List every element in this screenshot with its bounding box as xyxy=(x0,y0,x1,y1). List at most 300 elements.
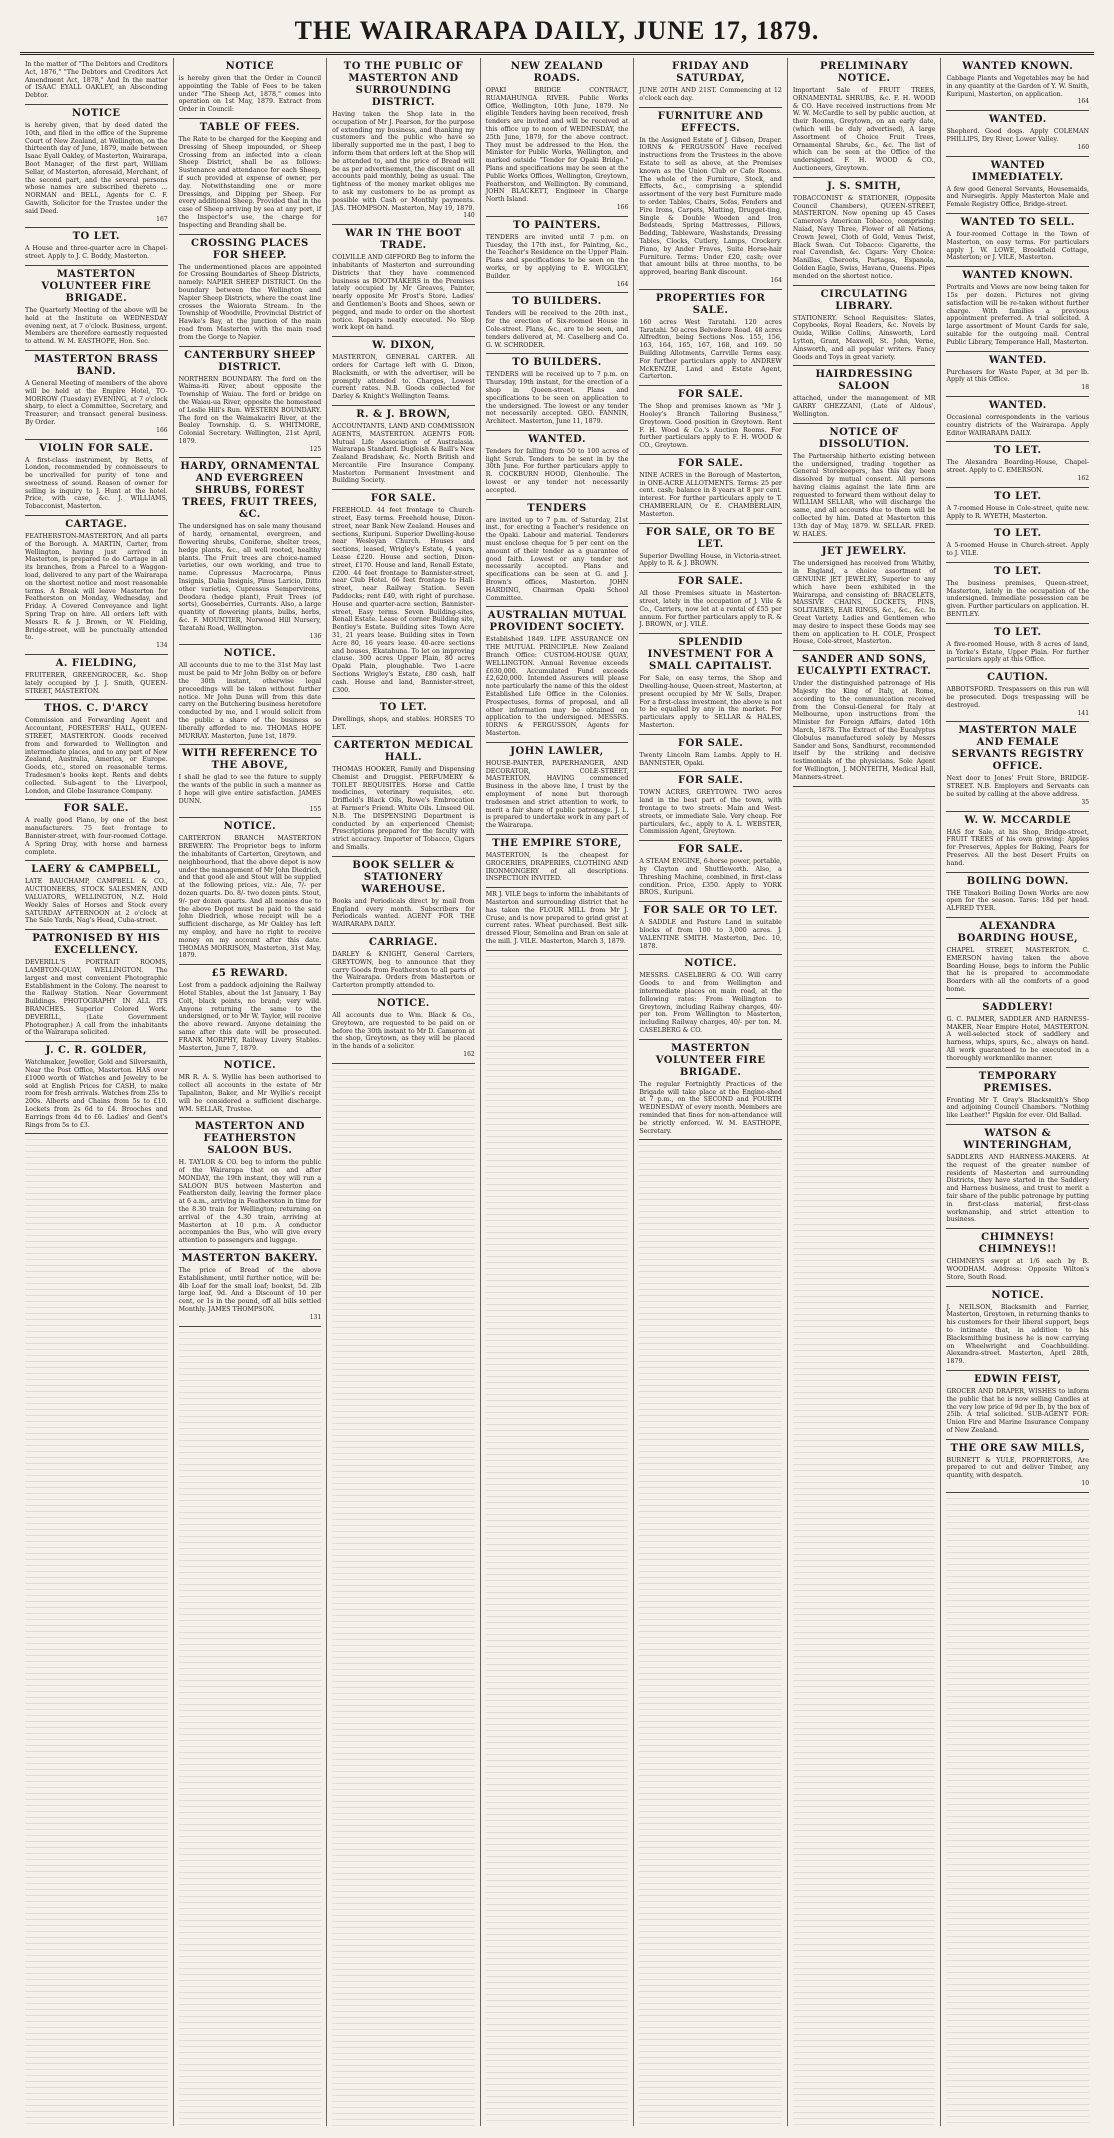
ad-number: 166 xyxy=(616,203,629,211)
advertisement xyxy=(793,286,936,367)
ad-body: LATE BAUCHAMP, CAMPBELL & CO., AUCTIONEERS, STOCK SALESMEN, AND VALUATORS, WELLINGTON, N.Z. Hold Weekly Sales of Horses and Stock every SATURDAY AFTERNOON at 2 o'clock at The Sale Yards, Nag's Head, Cuba-street. xyxy=(25,878,168,925)
ad-heading: TO LET. xyxy=(994,626,1042,638)
advertisement xyxy=(486,743,629,835)
advertisement xyxy=(25,930,168,1042)
advertisement xyxy=(639,455,782,524)
ad-body: The Quarterly Meeting of the above will be held at the Institute on WEDNESDAY evening next, at 7 o'clock. Business, urgent. Members are therefore earnestly requested to attend. W. M. EASTHOPE, Hon. Sec. xyxy=(25,306,168,346)
ad-number: 162 xyxy=(463,1050,475,1058)
ad-number: 164 xyxy=(616,280,629,288)
ad-heading: SADDLERY! xyxy=(982,1001,1054,1013)
advertisement xyxy=(332,406,475,490)
advertisement xyxy=(946,1229,1089,1286)
ad-body: attached, under the management of MR GARRY GHEZZANI, (Late of Aldous', Wellington. xyxy=(792,395,936,418)
ad-heading: VIOLIN FOR SALE. xyxy=(39,442,154,454)
advertisement xyxy=(946,1287,1089,1371)
ad-heading: FOR SALE. xyxy=(677,576,744,588)
advertisement xyxy=(25,105,168,228)
advertisement xyxy=(639,1040,782,1141)
advertisement xyxy=(332,58,475,225)
ad-body: is hereby given that the Order in Council appointing the Table of Fees to be taken under "The Sheep Act, 1878," comes into operation on 1st May, 1879. Extract from Order in Council: xyxy=(178,75,322,114)
ad-body: Under the distinguished patronage of His Majesty the King of Italy, at Rome, according to the communication received from the Consul-General for Italy at Melbourne, upon instructions from the Minister for Foreign Affairs, dated 16th March, 1878. The Extract of the Eucalyptus Globulus manufactured solely by Messrs Sander and Sons, Sandhurst, recommended itself by the striking and decisive testimonials of the physicians. Sole Agent for Wellington, J. MONTEITH, Medical Hall, Manners-street. xyxy=(792,680,936,781)
ad-body: In the Assigned Estate of J. Gibson, Draper. IORNS & FERGUSSON Have received instructions from the Trustees in the above Estate to sell as above, at the Premises known as the Union Club or Cafe Rooms. The whole of the Furniture, Stock, and Effects, &c., comprising a splendid assortment of the very best Furniture made to order. Tables, Chairs, Sofas, Fenders and Fire Irons, Carpets, Matting, Drugget-ting, Single & Double Wooden and Iron Bedsteads, Spring Mattresses, Pillows, Bedding, Tableware, Washstands, Dressing Tables, Clocks, Cutlery, Lamps, Crockery. Piano, by Ander Fraves, Suite Horse-hair Furniture. Terms: Under £20, cash; over that amount bills at three months, to be approved, bearing Bank discount. xyxy=(639,136,782,277)
ad-body: TOBACCONIST & STATIONER, (Opposite Council Chambers), QUEEN-STREET, MASTERTON. Now opening up 45 Cases Cameron's American Tobacco, comprising: Naiad, Navy Three, Flower of all Nations, Crown Jewel, Cloth of Gold, Venus Twist, Black Swan. Cut Tobacco: Cigarette, the real Cavendish, &c. Cigars: Very Choice: Manillas, Cheroots, Partagas, Espanola, Golden Eagle, Swiss, Havana, Queens. Pipes mended on the shortest notice. xyxy=(792,194,936,280)
ad-heading: W. W. MCCARDLE xyxy=(964,814,1072,826)
column-2 xyxy=(174,58,328,2126)
ad-heading: NOTICE. xyxy=(991,1289,1045,1301)
ad-heading: TO LET. xyxy=(994,445,1042,457)
ad-body: GROCER AND DRAPER, WISHES to inform the public that he is now selling Candles at the very low price of 9d per lb, by the box of 25lb. A trial solicited. SUB-AGENT FOR: Union Fire and Marine Insurance Company of New Zealand. xyxy=(946,1387,1090,1434)
ad-number: 10 xyxy=(1081,1480,1090,1488)
ad-heading: TO THE PUBLIC OF MASTERTON AND SURROUNDING DISTRICT. xyxy=(343,61,464,108)
ad-heading: TO BUILDERS. xyxy=(512,357,602,369)
ad-heading: PROPERTIES FOR SALE. xyxy=(655,292,766,316)
ad-body: The regular Fortnightly Practices of the Brigade will take place at the Engine-shed at 7 p.m., on the SECOND and FOURTH WEDNESDAY of every month. Members are reminded that fines for non-attendance will be strictly enforced. W. M. EASTHOPE, Secretary. xyxy=(639,1080,782,1135)
advertisement xyxy=(486,607,629,742)
ad-body: TENDERS will be received up to 7 p.m. on Thursday, 19th instant, for the erection of a shop in Queen-street. Plans and specifications to be seen on application to the undersigned. The lowest or any tender not necessarily accepted. GEO. FANNIN, Architect. Masterton, June 11, 1879. xyxy=(485,371,629,426)
column-filler xyxy=(639,1140,782,2126)
ad-body: The Partnership hitherto existing between the undersigned, trading together as General Storekeepers, has this day been dissolved by mutual consent. All persons having claims against the late firm are requested to forward them without delay to WILLIAM SELLAR, who will discharge the same, and all accounts due to them will be collected by him. Dated at Masterton this 13th day of May, 1879. W. SELLAR. FRED. W. HALES. xyxy=(792,452,936,538)
ad-body: JUNE 20TH AND 21ST. Commencing at 12 o'clock each day. xyxy=(639,87,782,102)
ad-body: MR J. VILE begs to inform the inhabitants of Masterton and surrounding district that he has taken the FLOUR MILL from Mr J. Cruse, and is now prepared to grind grist at current rates. Wheat purchased. Best silk-dressed Flour, Semolina and Bran on sale at the mill. J. VILE. Masterton, March 3, 1879. xyxy=(485,891,629,945)
column-filler xyxy=(332,1064,475,2126)
ad-body: The Alexandra Boarding-House, Chapel-street. Apply to C. EMERSON. xyxy=(946,459,1090,475)
ad-body: HOUSE-PAINTER, PAPERHANGER, AND DECORATOR, COLE-STREET, MASTERTON. HAVING commenced Business in the above line, I trust by the employment of none but thorough tradesmen and strict attention to work, to merit a fair share of public patronage. J. L. is prepared to undertake work in any part of the Wairarapa. xyxy=(485,759,629,830)
ad-heading: WAR IN THE BOOT TRADE. xyxy=(345,228,462,252)
ad-body: A House and three-quarter acre in Chapel-street. Apply to J. C. Boddy, Masterton. xyxy=(25,245,168,261)
advertisement xyxy=(639,386,782,455)
ad-body: COLVILLE AND GIFFORD Beg to inform the inhabitants of Masterton and surrounding Districts that they have commenced business as BOOTMAKERS in the Premises lately occupied by Mr Greaves, Painter, nearly opposite Mr Frost's Store. Ladies' and Gentlemen's Boots and Shoes, sewn or pegged, and made to order on the shortest notice. Repairs neatly executed. No Slop work kept on hand. xyxy=(332,254,475,332)
column-filler xyxy=(486,951,629,2126)
ad-body: ABBOTSFORD. Trespassers on this run will be prosecuted. Dogs trespassing will be destroyed. xyxy=(946,686,1090,709)
advertisement xyxy=(486,354,629,431)
ad-body: The undersigned has received from Whitby, in England, a choice assortment of GENUINE JET JEWELRY, Superior to any which have been exhibited in the Wairarapa, and consisting of: BRACELETS, MASSIVE CHAINS, LOCKETS, PINS, SOLITAIRES, EAR RINGS, &c., &c., &c. In Great Variety. Ladies and Gentlemen who may desire to inspect these Goods may see them on application to H. COLE, Prospect House, Cole-street, Masterton. xyxy=(792,560,936,646)
ad-heading: WANTED. xyxy=(988,114,1047,126)
ad-number: 141 xyxy=(1077,709,1090,717)
ad-body: MR R. A. S. Wyllie has been authorised to collect all accounts in the estate of Mr Tapalinton, Baker, and Mr Wyllie's receipt will be considered a sufficient discharge. WM. SELLAR, Trustee. xyxy=(178,1074,322,1113)
column-6 xyxy=(788,58,942,2126)
ad-body: J. NEILSON, Blacksmith and Farrier, Masterton, Greytown, in returning thanks to his customers for their liberal support, begs to intimate that, in addition to his Blacksmithing business he is now carrying on Wheelwright and Coachbuilding. Alexandra-street. Masterton, April 28th, 1879. xyxy=(946,1303,1090,1366)
column-filler xyxy=(946,1493,1089,2126)
advertisement xyxy=(332,857,475,934)
ad-body: Books and Periodicals direct by mail from England every month. Subscribers for Periodicals wanted. AGENT FOR THE WAIRARAPA DAILY. xyxy=(332,897,475,929)
ad-body: TENDERS are invited until 7 p.m. on Tuesday, the 17th inst., for Painting, &c., the Teacher's Residence on the Upper Plain. Plans and specifications to be seen on the works, or by applying to E. WIGGLEY, Builder. xyxy=(485,233,629,280)
ad-number: 167 xyxy=(156,215,168,223)
advertisement xyxy=(179,965,322,1057)
ad-number: 134 xyxy=(156,642,168,650)
ad-number: 136 xyxy=(309,632,322,640)
advertisement xyxy=(486,835,629,888)
ad-body: Tenders for falling from 50 to 100 acres of light Scrub. Tenders to be sent in by the 30th June. For further particulars apply to R. COCKBURN HOOD, Glenhoulie. The lowest or any tender not necessarily accepted. xyxy=(485,447,629,494)
advertisement xyxy=(486,888,629,951)
advertisement xyxy=(332,225,475,337)
ad-heading: MASTERTON MALE AND FEMALE SERVANTS REGISTRY OFFICE. xyxy=(951,725,1084,773)
ad-heading: PATRONISED BY HIS EXCELLENCY. xyxy=(32,933,161,957)
ad-heading: FOR SALE. xyxy=(677,389,744,401)
advertisement xyxy=(179,1250,322,1327)
ad-heading: WANTED KNOWN. xyxy=(962,270,1074,282)
ad-heading: WANTED. xyxy=(988,399,1047,411)
advertisement xyxy=(25,700,168,800)
advertisement xyxy=(946,1125,1089,1229)
column-filler xyxy=(793,787,936,2126)
ad-body: THOMAS HOOKER, Family and Dispensing Chemist and Druggist. PERFUMERY & TOILET REQUISITES. Horse and Cattle medicines, veterinary requisites, etc. Driffield's Black Oils, Rowe's Embrocation at Farmer's Friend. White Oils. Linseed Oil. N.B. The DISPENSING Department is conducted by an experienced Chemist; Prescriptions prepared for the faculty with strict accuracy. Importer of Tobacco, Cigars and Smalls. xyxy=(332,766,475,851)
masthead-title: THE WAIRARAPA DAILY, JUNE 17, 1879. xyxy=(294,16,820,45)
ad-heading: FOR SALE. xyxy=(677,457,744,469)
ad-body: NORTHERN BOUNDARY. The ford on the Waima-iti River, about opposite the Township of Waiau. The ford or bridge on the Waiau-ua River, opposite the homestead of Leslie Hill's Run. WESTERN BOUNDARY. The ford on the Waimakariri River, at the Bealey Township. G. S. WHITMORE, Colonial Secretary. Wellington, 21st April, 1879. xyxy=(178,375,322,445)
advertisement xyxy=(332,337,475,406)
advertisement xyxy=(179,119,322,235)
ad-heading: NOTICE. xyxy=(684,958,737,970)
ad-heading: £5 REWARD. xyxy=(211,968,289,980)
ad-heading: THE ORE SAW MILLS, xyxy=(950,1442,1085,1454)
ad-body: G. C. PALMER, SADDLER AND HARNESS-MAKER, Near Empire Hotel, MASTERTON. A well-selected stock of saddlery and harness, whips, spurs, &c., always on hand. All work guaranteed to be executed in a thoroughly workmanlike manner. xyxy=(946,1015,1090,1062)
ad-body: Occasional correspondents in the various country districts of the Wairarapa. Apply Editor WAIRARAPA DAILY. xyxy=(946,413,1090,437)
ad-body: All those Premises situate in Masterton-street, lately in the occupation of J. Vile & Co., Carriers, now let at a rental of £55 per annum. For further particulars apply to R. & J. BROWN, or J. VILE. xyxy=(639,590,782,629)
ad-heading: WATSON & WINTERINGHAM, xyxy=(963,1127,1073,1151)
ad-heading: JOHN LAWLER, xyxy=(510,745,604,757)
ad-body: FRUITERER, GREENGROCER, &c. Shop lately occupied by J. J. Smith, QUEEN-STREET, MASTERTON. xyxy=(25,672,168,695)
ad-heading: CARTERTON MEDICAL HALL. xyxy=(333,740,473,763)
ad-heading: SANDER AND SONS, EUCALYPTI EXTRACT. xyxy=(797,654,932,678)
ad-body: Having taken the Shop late in the occupation of Mr J. Pearson, for the purpose of extending my business, and thanking my customers and the public who have so liberally supported me in the past, I beg to inform them that orders left at the Shop will be attended to, and the price of Bread will be as per advertisement, the discount on all accounts paid monthly, being as usual. The tightness of the money market obliges me to ask my customers to be as prompt as possible with Cash or Monthly payments. JAS. THOMPSON. Masterton, May 19, 1879. xyxy=(332,111,475,212)
ad-body: MASTERTON, Is the cheapest for GROCERIES, DRAPERIES, CLOTHING AND IRONMONGERY of all descriptions. INSPECTION INVITED. xyxy=(485,851,629,883)
advertisement xyxy=(946,1440,1089,1493)
advertisement xyxy=(179,645,322,745)
ad-heading: PRELIMINARY NOTICE. xyxy=(819,61,909,84)
ad-body: OPAKI BRIDGE CONTRACT, RUAMAHUNGA RIVER. Public Works Office, Wellington, 10th June, 1879. No eligible Tenders having been received, fresh tenders are invited and will be received at this office up to noon of WEDNESDAY, the 25th June, 1879, for the above contract. They must be addressed to the Hon. the Minister for Public Works, Wellington, and marked outside "Tender for Opaki Bridge." Plans and specifications may be seen at the Public Works Offices, Wellington, Greytown, Featherston, and Wellington. By command, JOHN BLACKETT, Engineer in Charge North Island. xyxy=(485,87,629,204)
ad-body: 160 acres West Taratahi. 120 acres Taratahi. 50 acres Belvedere Road. 48 acres Alfredton, being Sections Nos. 155, 156, 163, 164, 165, 167, 168, and 169. 50 Building Allotments, Carrville Terms easy. For further particulars apply to ANDREW McKENZIE, Land and Estate Agent, Carterton. xyxy=(639,318,782,381)
ad-heading: J. S. SMITH, xyxy=(827,180,902,192)
ad-heading: WANTED. xyxy=(528,433,586,445)
advertisement xyxy=(639,634,782,735)
ad-heading: TO LET. xyxy=(72,231,120,243)
ad-body: A five-roomed House, with 8 acres of land, in Yorke's Estate, Upper Plain. For further particulars apply at this Office. xyxy=(946,640,1090,664)
ad-body: Shepherd. Good dogs. Apply COLEMAN PHILLIPS, Dry River, Lower Valley. xyxy=(946,128,1090,143)
advertisement xyxy=(179,347,322,459)
ad-number: 35 xyxy=(1081,798,1090,806)
column-filler xyxy=(179,1327,322,2126)
advertisement xyxy=(639,108,782,290)
ad-heading: NOTICE. xyxy=(223,821,277,833)
ad-heading: W. DIXON, xyxy=(372,340,435,352)
advertisement xyxy=(946,1371,1089,1440)
advertisement xyxy=(486,293,629,354)
advertisement xyxy=(946,563,1089,624)
ad-heading: SPLENDID INVESTMENT FOR A SMALL CAPITALIST. xyxy=(647,637,774,673)
ad-body: HAS for Sale, at his Shop, Bridge-street, FRUIT TREES of his own growing: Apples for Preserves, Apples for Baking, Pears for Preserves. All the best Desert Fruits on hand. xyxy=(946,828,1090,867)
ad-heading: TO LET. xyxy=(994,490,1042,502)
ad-body: In the matter of "The Debtors and Creditors Act, 1876," "The Debtors and Creditors Act Amendment Act, 1878," And In the matter of ISAAC EYALL OAKLEY, an Absconding Debtor. xyxy=(25,61,168,100)
advertisement xyxy=(946,999,1089,1068)
columns-container xyxy=(20,58,1094,2126)
ad-body: Portraits and Views are now being taken for 15s per dozen. Pictures not giving satisfaction will be re-taken without further charge. With families a previous appointment preferred. A trial solicited. A large assortment of Mount Cards for sale, suitable for the outgoing mail. Central Public Library, Temperance Hall, Masterton. xyxy=(946,284,1090,346)
ad-heading: A. FIELDING, xyxy=(55,658,137,670)
ad-heading: CANTERBURY SHEEP DISTRICT. xyxy=(184,349,316,373)
ad-body: Tenders will be received to the 20th inst., for the erection of Six-roomed House in Cole-street. Plans, &c., are to be seen, and tenders delivered at, M. Caselberg and Co. G. W. SCHRODER. xyxy=(485,310,629,349)
advertisement xyxy=(946,397,1089,442)
ad-number: 125 xyxy=(309,445,322,453)
advertisement xyxy=(179,1118,322,1250)
advertisement xyxy=(486,500,629,608)
ad-heading: TEMPORARY PREMISES. xyxy=(978,1070,1057,1094)
ad-heading: CARTAGE. xyxy=(65,519,128,531)
ad-body: MESSRS. CASELBERG & CO. Will carry Goods to and from Wellington and intermediate places on main road, at the following rates: From Wellington to Greytown, including Railway charges, 40/- per ton. From Wellington to Masterton, including Railway charges, 40/- per ton. M. CASELBERG & CO. xyxy=(639,972,782,1034)
ad-heading: CAUTION. xyxy=(987,672,1049,684)
ad-body: FREEHOLD. 44 feet frontage to Church-street, Easy terms. Freehold house, Dixon-street, near Bank New Zealand. Houses and sections, Kuripuni. Superior Dwelling-house near Wesleyan Church. Houses and sections, leased, Wrigley's Estate, 4 years, Lease £220. House and section, Dixon-street, £170. House and land, Renall Estate, £200. 44 feet frontage to Bannister-street, near Club Hotel. 66 feet frontage to Hall-street, near Railway Station. Seven Paddocks; rent £40, with right of purchase. House and quarter-acre section, Bannister-street, Easy terms. Seven Building-sites, Renall Estate. Lease of corner Building site, Bentley's Estate. Building sites Town Acre 31, 21 years lease. Building sites in Town Acre 80, 16 years lease. 40-acre sections and houses, Ekatahuna. To let on improving clause. 300 acres Upper Plain, 80 acres Opaki Plain, ploughable. Two 1-acre Sections Wrigley's Estate, £80 cash, half cash. House and land, Bannister-street, £300. xyxy=(332,507,475,694)
ad-number: 164 xyxy=(1077,98,1090,106)
ad-heading: MASTERTON VOLUNTEER FIRE BRIGADE. xyxy=(41,268,152,304)
column-7 xyxy=(941,58,1094,2126)
ad-body: ACCOUNTANTS, LAND AND COMMISSION AGENTS, MASTERTON. AGENTS FOR: Mutual Life Association of Australasia. Wairarapa Standard. Dugleish & Baill's New Zealand Bradshaw, &c. North British and Mercantile Fire Insurance Company. Masterton Permanent Investment and Building Society. xyxy=(332,422,475,485)
advertisement xyxy=(179,745,322,818)
advertisement xyxy=(332,737,475,857)
ad-body: Important Sale of FRUIT TREES, ORNAMENTAL SHRUBS, &c. F. H. WOOD & CO. Have received instructions from Mr W. W. McCardle to sell by public auction, at their Rooms, Greytown, on an early date, (which will be duly advertised), A large Assortment of Choice Fruit Trees, Ornamental Shrubs, &c., &c. The list of which can be seen at the Office of the undersigned. F. H. WOOD & CO., Auctioneers, Greytown. xyxy=(792,87,936,172)
ad-heading: HARDY, ORNAMENTAL AND EVERGREEN SHRUBS, FOREST TREES, FRUIT TREES, &C. xyxy=(180,461,320,521)
advertisement xyxy=(793,543,936,651)
ad-number: 131 xyxy=(309,1313,322,1321)
advertisement xyxy=(946,812,1089,873)
ad-heading: NOTICE. xyxy=(223,1060,277,1072)
advertisement xyxy=(25,655,168,700)
ad-body: BURNETT & YULE, PROPRIETORS, Are prepared to cut and deliver Timber, any quantity, with despatch. xyxy=(946,1456,1090,1480)
ad-heading: NOTICE. xyxy=(223,648,277,660)
advertisement xyxy=(793,178,936,286)
ad-body: FEATHERSTON-MASTERTON, And all parts of the Borough. A. MARTIN, Carter, from Wellington, having just arrived in Masterton, is prepared to do Cartage in all its branches, from a Parcel to a Waggon-load, delivered to any part of the Wairarapa on the shortest notice and most reasonable terms. A Break will leave Masterton for Featherston on Monday, Wednesday, and Friday. A Covered Conveyance and light Spring Trap on hire. All orders left with Messrs R. & J. Brown, or W. Fielding, Bridge-street, will be punctually attended to. xyxy=(25,533,168,642)
advertisement xyxy=(639,573,782,634)
ad-body: THE Tinakori Boiling Down Works are now open for the season. Tares: 18d per head. ALFRED TYER. xyxy=(946,889,1090,913)
ad-number: 166 xyxy=(156,426,168,434)
ad-heading: FRIDAY AND SATURDAY, xyxy=(671,61,750,84)
ad-body: Commission and Forwarding Agent and Accountant, FORESTERS' HALL, QUEEN-STREET, MASTERTON. Goods received from and forwarded to Wellington and intermediate places, and to any part of New Zealand, Australia, America, or Europe. Goods, etc., stored on reasonable terms. Tradesmen's books kept. Rents and debts collected. Sub-agent to the Liverpool, London, and Globe Insurance Company. xyxy=(25,717,168,795)
advertisement xyxy=(946,352,1089,397)
ad-body: The Rate to be charged for the Keeping and Dressing of Sheep impounded, or Sheep Crossing from an infected into a clean Sheep District, shall be as follows: Sustenance and attendance for each Sheep, if such provided at expense of owner, per day. Notwithstanding one or more Dressings, and Dipping per Sheep. For every additional Sheep. Provided that in the case of Sheep arriving by sea at any port, if the Inspector's use, the charge for Inspecting and Branding shall be. xyxy=(178,135,322,229)
ad-heading: TO LET. xyxy=(994,565,1042,577)
ad-heading: CARRIAGE. xyxy=(368,936,438,948)
column-1 xyxy=(20,58,174,2126)
advertisement xyxy=(25,228,168,266)
advertisement xyxy=(25,351,168,440)
advertisement xyxy=(639,772,782,841)
ad-body: I shall be glad to see the future to supply the wants of the public in such a manner as I hope will give entire satisfaction. JAMES DUNN. xyxy=(178,774,322,805)
ad-body: STATIONERY. School Requisites: Slates, Copybooks, Royal Readers, &c. Novels by Ouida, Wilkie Collins, Ainsworth, Lord Lytton, Grant, Maxwell, St. John, Verne, Ainsworth, and all popular writers. Fancy Goods and Toys in great variety. xyxy=(792,314,936,361)
ad-body: The price of Bread of the above Establishment, until further notice, will be: 4lb Loaf for the small loaf; bookst, 5d. 2lb large loaf, 9d. And a Discount of 10 per cent, or 1s in the pound, off all bills settled Monthly. JAMES THOMPSON. xyxy=(178,1267,322,1314)
advertisement xyxy=(793,424,936,544)
advertisement xyxy=(25,266,168,351)
advertisement xyxy=(486,431,629,500)
ad-heading: BOILING DOWN. xyxy=(966,875,1069,887)
ad-body: Twenty Lincoln Ram Lambs. Apply to H. BANNISTER, Opaki. xyxy=(639,751,782,767)
advertisement xyxy=(946,157,1089,214)
advertisement xyxy=(946,624,1089,669)
ad-body: CHAPEL STREET, MASTERTON. C. EMERSON having taken the above Boarding House, begs to inform the Public that he is prepared to accommodate Boarders with all the comforts of a good home. xyxy=(946,947,1090,993)
ad-heading: AUSTRALIAN MUTUAL PROVIDENT SOCIETY. xyxy=(487,610,627,634)
ad-body: A really good Piano, by one of the best manufacturers. 75 feet frontage to Bannister-street, with four-roomed Cottage. A Spring Dray, with horse and harness complete. xyxy=(25,817,168,856)
ad-body: All accounts due to me to the 31st May last must be paid to Mr John Bolby on or before the 30th instant, otherwise legal proceedings will be taken without further notice. Mr John Dunn will from this date carry on the Butchering business heretofore conducted by me, and I would solicit from the public a share of the business so liberally afforded to me. THOMAS HOPE MURRAY. Masterton, June 1st, 1879. xyxy=(178,662,322,740)
advertisement xyxy=(639,841,782,902)
ad-heading: THOS. C. D'ARCY xyxy=(44,703,149,715)
ad-heading: FOR SALE. xyxy=(677,844,744,856)
ad-body: CARTERTON BRANCH MASTERTON BREWERY. The Proprietor begs to inform the inhabitants of Carterton, Greytown, and neighbourhood, that the above depot is now under the management of Mr John Diedrich, and that good ale and Stout will be supplied at the following prices, viz.: Ale, 7/- per dozen quarts. Do. 8/- two dozen pints. Stout, 9/- per dozen quarts. And all monies due to the above Depot must be paid to the said John Diedrich, whose receipt will be a sufficient discharge, as Mr Oakley has left my employ, and have no right to receive money on my account after this date. THOMAS MORRISON, Masterton, 31st May, 1879. xyxy=(178,835,322,960)
advertisement xyxy=(946,267,1089,351)
column-4 xyxy=(481,58,635,2126)
ad-body: A first-class instrument, by Betts, of London, recommended by connoisseurs to be uncrivalled for purity of tone and sweetness of sound. Reason of owner for selling is inquiry to J. Hunt at the hotel. Price, with case, &c. J. WILLIAMS, Tobacconist, Masterton. xyxy=(25,456,168,511)
ad-heading: NOTICE. xyxy=(377,997,430,1009)
ad-heading: TO LET. xyxy=(379,702,428,714)
ad-heading: R. & J. BROWN, xyxy=(356,408,451,420)
ad-heading: FOR SALE. xyxy=(677,737,744,749)
ad-body: H. TAYLOR & CO. beg to inform the public of the Wairarapa that on and after MONDAY, the 19th instant, they will run a SALOON BUS between Masterton and Featherston daily, leaving the former place at 6 a.m., arriving in Featherston in time for the 8.30 train for Wellington; returning on arrival of the 4.30 train, arriving at Masterton at 10 p.m. A conductor accompanies the Bus, who will give every attention to passengers and luggage. xyxy=(178,1159,322,1245)
ad-heading: EDWIN FEIST, xyxy=(974,1373,1062,1385)
ad-heading: MASTERTON AND FEATHERSTON SALOON BUS. xyxy=(194,1121,305,1157)
ad-body: NINE ACRES in the Borough of Masterton, in ONE-ACRE ALLOTMENTS. Terms: 25 per cent. cash; balance in 8 years at 8 per cent. interest. For further particulars apply to T. CHAMBERLAIN, Or E. CHAMBERLAIN, Masterton. xyxy=(639,471,782,518)
ad-body: Fronting Mr T. Gray's Blacksmith's Shop and adjoining Council Chambers. "Nothing like Leather!" Pigskin for ever. Old Ballad. xyxy=(946,1096,1090,1120)
ad-heading: WANTED. xyxy=(988,354,1047,366)
ad-heading: WITH REFERENCE TO THE ABOVE, xyxy=(182,748,318,772)
ad-heading: NEW ZEALAND ROADS. xyxy=(510,61,604,84)
ad-heading: TENDERS xyxy=(527,502,587,514)
ad-heading: CHIMNEYS! CHIMNEYS!! xyxy=(978,1232,1057,1256)
advertisement xyxy=(179,818,322,965)
ad-heading: WANTED IMMEDIATELY. xyxy=(971,159,1064,183)
ad-body: Lost from a paddock adjoining the Railway Hotel Stables, about the 1st January, 1 Bay Colt, black points, no brand; very wild. Anyone returning the same to the undersigned, or to Mr W. Taylor, will receive the above reward. Anyone detaining the same after this date will be prosecuted. FRANK MORPHY, Railway Livery Stables. Masterton, June 7, 1879. xyxy=(178,982,322,1052)
ad-heading: ALEXANDRA BOARDING HOUSE, xyxy=(957,921,1079,945)
advertisement xyxy=(639,58,782,108)
ad-body: A General Meeting of members of the above will be held at the Empire Hotel, TO-MORROW (Tuesday) EVENING, at 7 o'clock sharp, to elect a Committee, Secretary, and Treasurer; and transact general business. By Order. xyxy=(25,379,168,426)
advertisement xyxy=(639,524,782,574)
ad-body: SADDLERS AND HARNESS-MAKERS. At the request of the greater number of residents of Masterton and surrounding Districts, they have started in the Saddlery and Harness business, and trust to merit a fair share of the public patronage by putting in first-class material, first-class workmanship, and strict attention to business. xyxy=(946,1153,1090,1224)
ad-heading: MASTERTON BRASS BAND. xyxy=(34,353,159,377)
ad-heading: TO LET. xyxy=(994,528,1042,540)
advertisement xyxy=(946,214,1089,267)
ad-body: CHIMNEYS swept at 1/6 each by B. WOODHAM. Address: Opposite Wilton's Store, South Road. xyxy=(946,1258,1090,1281)
ad-heading: JET JEWELRY. xyxy=(821,546,907,558)
advertisement xyxy=(793,651,936,786)
ad-heading: CROSSING PLACES FOR SHEEP. xyxy=(191,237,309,261)
advertisement xyxy=(25,58,168,105)
ad-number: 18 xyxy=(1081,384,1090,392)
ad-body: For Sale, on easy terms, the Shop and Dwelling-house, Queen-street, Masterton, at present occupied by Mr W. Sells, Draper. For a first-class investment, the above is not to be equalled by any in the market. For particulars apply to SELLAR & HALES, Masterton. xyxy=(639,675,782,730)
ad-heading: FOR SALE. xyxy=(63,803,129,815)
ad-body: The undersigned has on sale many thousand of hardy, ornamental, evergreen, and flowering shrubs, Coniferae, shelter trees, hedge plants, &c., all well rooted, healthy plants. The Fruit trees are choice-named varieties, our own working, and true to name. Cupressus Macrocarpa, Pinus Insignis, Dalia Insignis, Pinus Laricio, Ditto other varieties, Cupressus Sempervirens, Deodara (hedge plant), Fruit Trees (of sorts), Gooseberries, Currants. Also, a large quantity of flowering plants, bulbs, herbs, &c. F. MOUNTIER, Norwood Hill Nursery, Taratahi Road, Wellington. xyxy=(178,523,322,632)
ad-body: are invited up to 7 p.m. of Saturday, 21st inst., for erecting a Teacher's residence on the Opaki. Labour and material. Tenderers must enclose cheque for 5 per cent on the amount of their tender as a guarantee of good faith. Lowest or any tender not necessarily accepted. Plans and specifications can be seen at G. and J. Brown's offices, Masterton. JOHN HARDING, Chairman Opaki School Committee. xyxy=(485,516,629,602)
ad-heading: J. C. R. GOLDER, xyxy=(45,1045,147,1057)
advertisement xyxy=(25,1042,168,1134)
ad-heading: TO BUILDERS. xyxy=(512,296,602,308)
ad-body: A STEAM ENGINE, 6-horse power, portable, by Clayton and Shuttleworth. Also, a Threshing Machine, combined, in first-class condition. Price, £350. Apply to YORK BROS., Kuripuni. xyxy=(639,858,782,897)
column-3 xyxy=(327,58,481,2126)
advertisement xyxy=(332,490,475,699)
advertisement xyxy=(639,902,782,955)
advertisement xyxy=(179,1057,322,1118)
ad-heading: THE EMPIRE STORE, xyxy=(492,837,622,849)
ad-number: 162 xyxy=(1077,474,1090,482)
advertisement xyxy=(946,873,1089,918)
advertisement xyxy=(946,722,1089,811)
ad-body: All accounts due to Wm. Black & Co., Greytown, are requested to be paid on or before the 30th instant to Mr D. Cameron at the shop, Greytown, as they will be placed in the hands of a solicitor. xyxy=(332,1011,475,1051)
ad-heading: NOTICE OF DISSOLUTION. xyxy=(819,426,910,450)
column-5 xyxy=(634,58,788,2126)
ad-heading: FOR SALE. xyxy=(370,493,437,505)
ad-heading: BOOK SELLER & STATIONERY WAREHOUSE. xyxy=(352,859,455,895)
ad-heading: WANTED KNOWN. xyxy=(962,61,1074,72)
ad-heading: FURNITURE AND EFFECTS. xyxy=(657,110,764,134)
advertisement xyxy=(179,235,322,347)
ad-body: A 5-roomed House in Church-street. Apply to J. VILE. xyxy=(946,542,1090,558)
ad-body: The undermentioned places are appointed for Crossing Boundaries of Sheep Districts, namely: NAPIER SHEEP DISTRICT. On the boundary between the Wellington and Napier Sheep Districts, where the coast line crosses the Waiorata Stream. In the Township of Woodville, Provincial District of Hawke's Bay, at the junction of the main road from Masterton with the main road from the Gorge to Napier. xyxy=(178,263,322,341)
ad-body: TOWN ACRES, GREYTOWN. TWO acres land in the best part of the town, with frontage to two streets: Main and West-streets, or immediate Sale. Very cheap. For particulars, &c., apply to A. L. WEBSTER, Commission Agent, Greytown. xyxy=(639,789,782,836)
advertisement xyxy=(179,58,322,119)
advertisement xyxy=(793,58,936,178)
advertisement xyxy=(179,458,322,645)
ad-heading: TO PAINTERS. xyxy=(513,219,601,231)
advertisement xyxy=(332,995,475,1064)
advertisement xyxy=(332,934,475,995)
ad-heading: CIRCULATING LIBRARY. xyxy=(820,288,908,312)
advertisement xyxy=(25,861,168,930)
ad-heading: HAIRDRESSING SALOON xyxy=(815,369,913,393)
advertisement xyxy=(25,516,168,655)
advertisement xyxy=(946,1068,1089,1125)
advertisement xyxy=(639,735,782,773)
ad-body: DEVERILL'S PORTRAIT ROOMS, LAMBTON-QUAY, WELLINGTON. The largest and most convenient Photographic Establishment in the Colony. The nearest to the Railway Station. Near Government Buildings. PHOTOGRAPHY IN ALL ITS BRANCHES. Superior Colored Work. DEVERILL, (Late Government Photographer.) A call from the inhabitants of the Wairarapa solicited. xyxy=(25,959,168,1037)
advertisement xyxy=(946,525,1089,563)
ad-body: MASTERTON, GENERAL CARTER. All orders for Cartage left with G. Dixon, Blacksmith, or with the advertiser, will be promptly attended to. Charges, Lowest current rates. N.B. Goods collected for Darley & Knight's Wellington Teams. xyxy=(332,354,475,401)
advertisement xyxy=(25,440,168,517)
ad-body: Cabbage Plants and Vegetables may be had in any quantity at the Garden of Y. W. Smith, Kuripuni, Masterton, on application. xyxy=(946,75,1090,98)
ad-number: 160 xyxy=(1077,143,1090,151)
ad-heading: NOTICE xyxy=(225,61,275,72)
ad-body: The Shop and premises known as "Mr J. Hooley's Branch Tailoring Business," Greytown. Good position in Greytown. Rent F. H. Wood & Co.'s Auction Rooms. For further particulars apply to F. H. WOOD & CO., Greytown. xyxy=(639,403,782,450)
advertisement xyxy=(793,366,936,423)
ad-body: is hereby given, that by deed dated the 10th, and filed in the office of the Supreme Court of New Zealand, at Wellington, on the thirteenth day of June, 1879, made between Isaac Eyall Oakley, of Masterton, Wairarapa, Boot Manager, of the first part, William Sellar, of Masterton, aforesaid, Merchant, of the second part, and the several persons whose names are subscribed thereto ... NORMAN and BELL, Agents for C. F. Gawith, Solicitor for the Trustee under the said Deed. xyxy=(25,121,168,215)
advertisement xyxy=(946,918,1089,999)
ad-number: 140 xyxy=(463,212,475,220)
ad-body: Next door to Jones' Fruit Store, BRIDGE-STREET. N.B. Employers and Servants can be suited by calling at the above address. xyxy=(946,775,1090,799)
ad-heading: FOR SALE OR TO LET. xyxy=(643,905,778,917)
advertisement xyxy=(639,955,782,1039)
masthead xyxy=(20,16,1094,55)
ad-body: A few good General Servants, Housemaids, and Nursegirls. Apply Masterton Male and Female Registry Office, Bridge-street. xyxy=(946,185,1090,209)
ad-heading: MASTERTON BAKERY. xyxy=(181,1253,319,1265)
ad-heading: MASTERTON VOLUNTEER FIRE BRIGADE. xyxy=(655,1042,766,1078)
advertisement xyxy=(946,111,1089,156)
ad-body: Superior Dwelling House, in Victoria-street. Apply to R. & J. BROWN. xyxy=(639,552,782,568)
ad-heading: FOR SALE, OR TO BE LET. xyxy=(645,526,776,550)
ad-heading: NOTICE xyxy=(72,107,121,119)
advertisement xyxy=(25,800,168,861)
column-filler xyxy=(25,1134,168,2126)
advertisement xyxy=(486,217,629,294)
advertisement xyxy=(946,669,1089,722)
ad-body: DARLEY & KNIGHT, General Carriers, GREYTOWN, beg to announce that they carry Goods from Featherston to all parts of the Wairarapa. Orders from Masterton or Carterton promptly attended to. xyxy=(332,950,475,990)
ad-heading: LAERY & CAMPBELL, xyxy=(31,864,162,876)
ad-body: The business premises, Queen-street, Masterton, lately in the occupation of the undersigned. Immediate possession can be given. Further particulars on application. H. BENTLEY. xyxy=(946,579,1090,619)
advertisement xyxy=(486,58,629,217)
advertisement xyxy=(946,488,1089,526)
ad-number: 155 xyxy=(309,805,322,813)
ad-body: Established 1849. LIFE ASSURANCE ON THE MUTUAL PRINCIPLE. New Zealand Branch Office: CUSTOM-HOUSE QUAY, WELLINGTON. Annual Revenue exceeds £630,000. Accumulated Fund exceeds £2,620,000. Intended Assurers will please note particularly the name of this the oldest Established Life Office in the Colonies. Prospectuses, forms of proposal, and all other information may be obtained on application to the undersigned. MESSRS. IORNS & FERGUSSON, Agents for Masterton. xyxy=(485,636,629,737)
advertisement xyxy=(332,699,475,737)
ad-body: Purchasers for Waste Paper, at 3d per lb. Apply at this Office. xyxy=(946,368,1090,384)
advertisement xyxy=(946,442,1089,487)
advertisement xyxy=(946,58,1089,111)
ad-heading: TABLE OF FEES. xyxy=(199,121,300,133)
advertisement xyxy=(639,290,782,386)
ad-body: A four-roomed Cottage in the Town of Masterton, on easy terms. For particulars apply J. W. LOWE, Brookfield Cottage, Masterton; or J. VILE, Masterton. xyxy=(946,230,1090,262)
ad-heading: WANTED TO SELL. xyxy=(960,216,1075,228)
ad-body: Watchmaker, Jeweller, Gold and Silversmith, Near the Post Office, Masterton. HAS over £1000 worth of Watches and Jewelry to be sold at English Prices for CASH, to make room for fresh arrivals. Watches from 25s to 200s. Alberts and Chains from 5s to £10. Lockets from 2s 6d to £4. Brooches and Earrings from 4d to £6. Ladies' and Gent's Rings from 5s to £3. xyxy=(25,1059,168,1129)
ad-body: A 7-roomed House in Cole-street, quite new. Apply to R. WYETH, Masterton. xyxy=(946,504,1090,520)
